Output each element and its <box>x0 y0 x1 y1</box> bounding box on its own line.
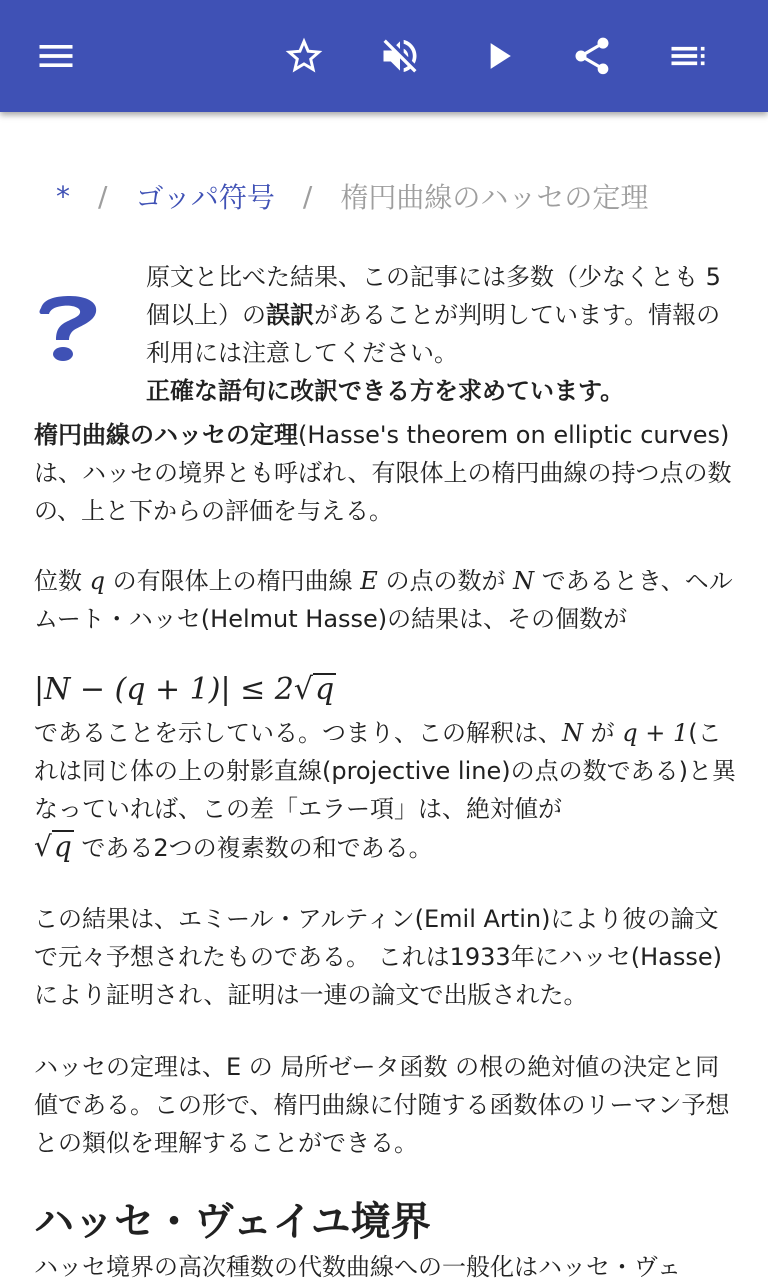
text: が <box>583 719 623 747</box>
section-heading: ハッセ・ヴェイユ境界 <box>34 1199 431 1245</box>
volume-off-icon <box>378 34 422 78</box>
notice-text <box>146 258 734 410</box>
notice-text-part: があることが判明しています。情報の利用には注意してください。 <box>146 301 721 367</box>
question-mark-icon <box>36 296 98 362</box>
sqrt-symbol: √ <box>34 830 52 863</box>
star-outline-icon <box>282 34 326 78</box>
math-N: N <box>562 719 583 747</box>
breadcrumb-parent-link[interactable]: ゴッパ符号 <box>135 181 275 214</box>
table-of-contents-icon <box>666 34 710 78</box>
text: 位数 <box>34 567 90 595</box>
app-bar <box>0 0 768 112</box>
paragraph-2 <box>34 562 736 638</box>
menu-button[interactable] <box>28 28 84 84</box>
sqrt-symbol: √ <box>293 672 314 707</box>
notice-bold-request: 正確な語句に改訳できる方を求めています。 <box>146 377 625 405</box>
share-icon <box>570 34 614 78</box>
favorite-button[interactable] <box>276 28 332 84</box>
formula-lhs: |N − (q + 1)| ≤ 2 <box>34 672 294 707</box>
hamburger-menu-icon <box>34 34 78 78</box>
math-E: E <box>360 567 378 595</box>
math-q-plus-1: q + 1 <box>622 719 689 747</box>
play-button[interactable] <box>470 28 526 84</box>
breadcrumb-separator: / <box>98 179 108 213</box>
hasse-bound-formula <box>34 668 336 712</box>
mute-button[interactable] <box>372 28 428 84</box>
paragraph-4: この結果は、エミール・アルティン(Emil Artin)により彼の論文で元々予想されたものである。 これは1933年にハッセ(Hasse)により証明され、証明は一連の論文で出版された。 <box>34 905 722 1009</box>
paragraph-5: ハッセの定理は、E の 局所ゼータ函数 の根の絶対値の決定と同値である。この形で、楕円曲線に付随する函数体のリーマン予想との類似を理解することができる。 <box>34 1053 730 1157</box>
breadcrumb <box>56 176 648 216</box>
share-button[interactable] <box>564 28 620 84</box>
text: である2つの複素数の和である。 <box>73 834 433 862</box>
text: であるとき、ヘルムート・ハッセ(Helmut Hasse)の結果は、その個数が <box>34 567 733 633</box>
article-title-bold: 楕円曲線のハッセの定理 <box>34 421 298 449</box>
text: (これは同じ体の上の射影直線(projective line)の点の数である)と異なっていれば、この差「エラー項」は、絶対値が <box>34 719 736 823</box>
text: の点の数が <box>377 567 514 595</box>
notice-bold-mistranslation: 誤訳 <box>266 301 314 329</box>
table-of-contents-button[interactable] <box>660 28 716 84</box>
notice-text-part: 原文と比べた結果、この記事には多数（少なくとも 5 個以上）の <box>146 263 721 329</box>
intro-text: (Hasse's theorem on elliptic curves)は、ハッセの境界とも呼ばれ、有限体上の楕円曲線の持つ点の数の、上と下からの評価を与える。 <box>34 421 732 525</box>
section-paragraph-1: ハッセ境界の高次種数の代数曲線への一般化はハッセ・ヴェ <box>34 1253 682 1281</box>
play-icon <box>476 34 520 78</box>
inline-sqrt-arg: q <box>53 830 72 863</box>
breadcrumb-current: 楕円曲線のハッセの定理 <box>340 181 649 214</box>
math-q: q <box>89 567 106 595</box>
text: の有限体上の楕円曲線 <box>105 567 361 595</box>
intro-paragraph <box>34 416 736 530</box>
breadcrumb-root-link[interactable]: * <box>56 179 70 213</box>
math-N: N <box>513 567 535 595</box>
paragraph-3 <box>34 714 736 867</box>
breadcrumb-separator: / <box>302 179 313 213</box>
formula-sqrt-arg: q <box>315 672 335 707</box>
text: であることを示している。つまり、この解釈は、 <box>34 719 562 747</box>
